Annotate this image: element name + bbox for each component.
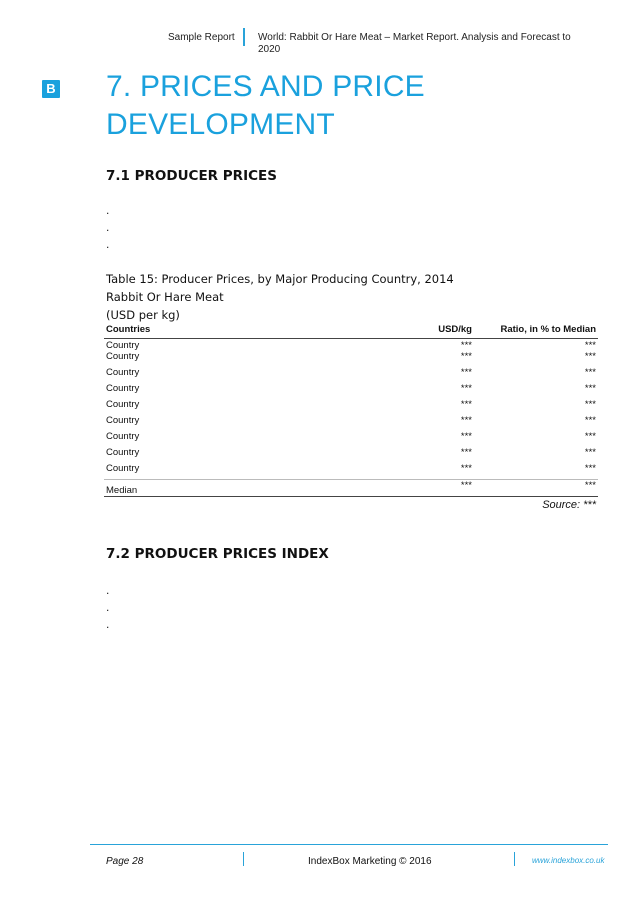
column-header-countries: Countries	[104, 322, 312, 339]
footer-separator	[514, 852, 515, 866]
table-row	[104, 447, 598, 463]
cell-median-ratio: ***	[474, 480, 598, 497]
section-title-producer-prices: 7.1 PRODUCER PRICES	[106, 168, 277, 184]
cell-country: Country	[106, 447, 140, 458]
section1-placeholder-text	[106, 202, 109, 253]
header-report-type: Sample Report	[168, 32, 235, 43]
cell-country: Country	[106, 415, 140, 426]
table-header-row	[104, 322, 598, 339]
placeholder-dot: .	[106, 617, 110, 631]
cell-country: Country	[106, 463, 140, 474]
column-header-usd-kg: USD/kg	[312, 322, 474, 339]
table-row	[104, 351, 598, 367]
footer-separator	[243, 852, 244, 866]
cell-ratio: ***	[584, 383, 596, 394]
chapter-title: 7. PRICES AND PRICE DEVELOPMENT	[106, 70, 425, 141]
table-caption-unit: (USD per kg)	[106, 308, 180, 322]
cell-ratio: ***	[584, 340, 596, 351]
column-header-ratio: Ratio, in % to Median	[474, 322, 598, 339]
placeholder-dot: .	[106, 203, 110, 217]
footer-website-link[interactable]: www.indexbox.co.uk	[532, 856, 605, 865]
placeholder-dot: .	[106, 583, 110, 597]
cell-ratio: ***	[584, 415, 596, 426]
footer-copyright: IndexBox Marketing © 2016	[308, 856, 432, 867]
table-caption-product: Rabbit Or Hare Meat	[106, 290, 224, 304]
footer-divider	[90, 844, 608, 845]
cell-country: Country	[106, 351, 140, 362]
cell-usd-kg: ***	[460, 367, 472, 378]
table-row-median	[104, 480, 598, 497]
cell-country: Country	[106, 340, 140, 351]
producer-prices-table	[104, 322, 598, 497]
table-row	[104, 367, 598, 383]
cell-country: Country	[106, 367, 140, 378]
section-title-producer-prices-index: 7.2 PRODUCER PRICES INDEX	[106, 546, 329, 562]
cell-country: Country	[106, 431, 140, 442]
cell-usd-kg: ***	[460, 415, 472, 426]
cell-ratio: ***	[584, 351, 596, 362]
cell-country: Country	[106, 399, 140, 410]
header-separator	[243, 28, 245, 46]
cell-usd-kg: ***	[460, 383, 472, 394]
table-row	[104, 463, 598, 480]
cell-usd-kg: ***	[460, 447, 472, 458]
page-number: Page 28	[106, 856, 144, 867]
table-row	[104, 431, 598, 447]
section2-placeholder-text	[106, 582, 109, 633]
brand-logo-icon: B	[42, 80, 60, 98]
placeholder-dot: .	[106, 220, 110, 234]
table-caption-title: Table 15: Producer Prices, by Major Producing Country, 2014	[106, 272, 454, 286]
placeholder-dot: .	[106, 600, 110, 614]
cell-ratio: ***	[584, 431, 596, 442]
cell-ratio: ***	[584, 399, 596, 410]
table-source: Source: ***	[542, 499, 596, 511]
table-row	[104, 415, 598, 431]
placeholder-dot: .	[106, 237, 110, 251]
cell-usd-kg: ***	[460, 351, 472, 362]
cell-usd-kg: ***	[460, 399, 472, 410]
cell-ratio: ***	[584, 463, 596, 474]
cell-ratio: ***	[584, 447, 596, 458]
table-row	[104, 399, 598, 415]
cell-median-label: Median	[104, 480, 312, 497]
table-caption	[106, 270, 454, 324]
table-row	[104, 339, 598, 352]
cell-median-usd-kg: ***	[312, 480, 474, 497]
cell-usd-kg: ***	[460, 431, 472, 442]
cell-country: Country	[106, 383, 140, 394]
table-row	[104, 383, 598, 399]
cell-ratio: ***	[584, 367, 596, 378]
cell-usd-kg: ***	[460, 340, 472, 351]
header-report-title: World: Rabbit Or Hare Meat – Market Report. Analysis and Forecast to 2020	[258, 32, 571, 55]
cell-usd-kg: ***	[460, 463, 472, 474]
